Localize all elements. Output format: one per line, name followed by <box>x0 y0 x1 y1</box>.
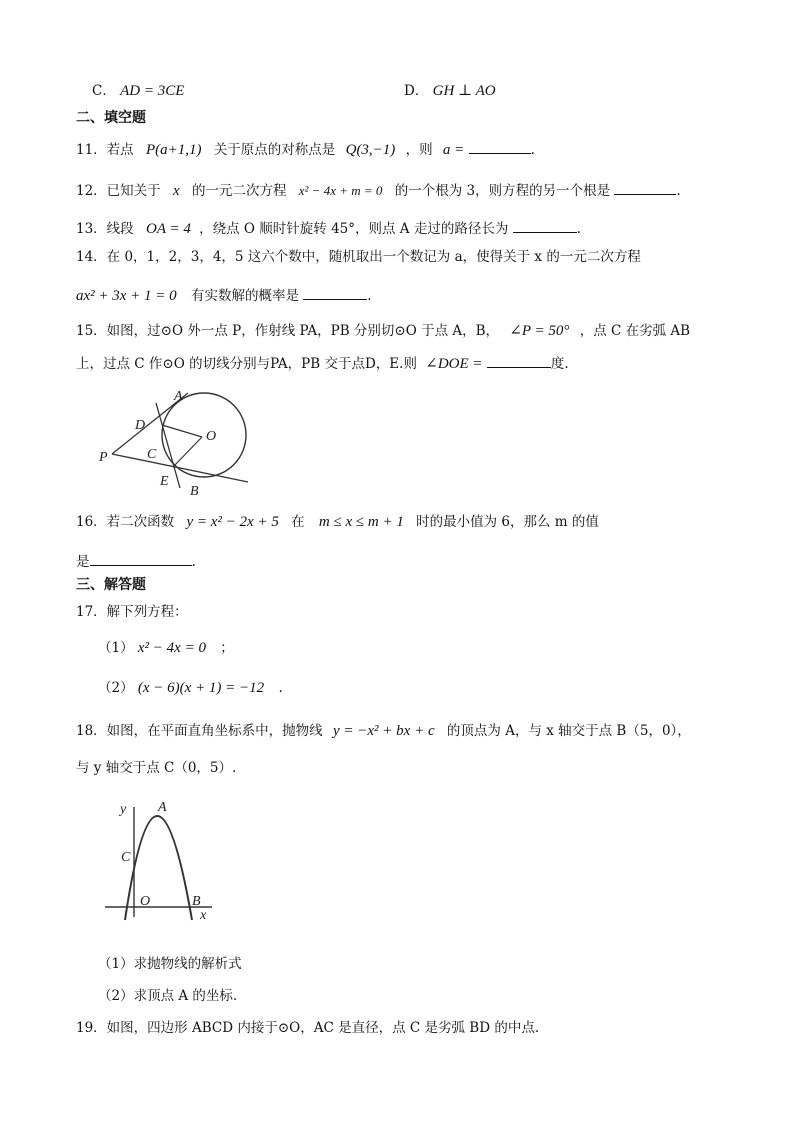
choice-math: GH ⊥ AO <box>432 83 496 99</box>
q13-text: ，绕点 O 顺时针旋转 45°，则点 A 走过的路径长为 <box>199 221 509 237</box>
q13-period: . <box>576 221 581 237</box>
q16-text: 16．若二次函数 <box>76 514 175 530</box>
q16-function: y = x² − 2x + 5 <box>186 514 279 530</box>
q12-text: 12．已知关于 <box>76 183 161 199</box>
question-17-title: 17．解下列方程： <box>76 604 188 620</box>
q16-text: 在 <box>291 514 305 530</box>
q12-text: 的一元二次方程 <box>191 183 287 199</box>
q17-equation-1: x² − 4x = 0 <box>137 640 206 656</box>
question-16-line2 <box>76 551 196 571</box>
q15-text: 度. <box>550 356 569 372</box>
q16-period: . <box>191 554 196 570</box>
question-14-line1: 14．在 0，1，2，3，4，5 这六个数中，随机取出一个数记为 a，使得关于 x 的一元二次方程 <box>76 249 641 265</box>
label-p: P <box>99 450 108 465</box>
q11-variable: a = <box>442 142 465 158</box>
q15-angle-p: ∠P = 50° <box>509 323 570 339</box>
q14-answer-blank[interactable] <box>303 285 367 300</box>
q11-period: . <box>530 142 535 158</box>
q17-part-label: （2） <box>98 680 134 696</box>
question-15-line1 <box>76 322 690 340</box>
question-13 <box>76 218 581 238</box>
q14-equation: ax² + 3x + 1 = 0 <box>76 288 177 304</box>
q14-text: 有实数解的概率是 <box>190 288 299 304</box>
q17-equation-2: (x − 6)(x + 1) = −12 <box>137 680 265 696</box>
q18-text: 的顶点为 A，与 x 轴交于点 B（5，0）， <box>446 723 691 739</box>
question-14-line2 <box>76 285 372 305</box>
parabola-curve <box>125 816 192 920</box>
label-d: D <box>135 418 146 433</box>
q11-point-p: P(a+1,1) <box>145 142 202 158</box>
q15-tangent-figure <box>90 385 270 500</box>
label-y: y <box>120 802 127 817</box>
q14-period: . <box>367 288 372 304</box>
q12-variable: x <box>172 183 180 199</box>
label-c: C <box>121 850 131 865</box>
section-heading-solutions: 三、解答题 <box>76 577 146 593</box>
q18-parabola: y = −x² + bx + c <box>332 723 435 739</box>
q15-text: ，点 C 在劣弧 AB <box>579 323 691 339</box>
question-16-line1 <box>76 513 599 531</box>
q17-period: . <box>278 680 283 696</box>
label-o: O <box>140 894 151 909</box>
q12-answer-blank[interactable] <box>614 180 676 195</box>
q18-text: 18．如图，在平面直角坐标系中，抛物线 <box>76 723 323 739</box>
q13-equation: OA = 4 <box>145 221 191 237</box>
question-18-line2: 与 y 轴交于点 C（0，5）. <box>76 760 237 776</box>
q16-answer-blank[interactable] <box>90 551 192 566</box>
q10-choice-d <box>404 82 496 100</box>
question-19: 19．如图，四边形 ABCD 内接于⊙O，AC 是直径，点 C 是劣弧 BD 的中点. <box>76 1020 540 1036</box>
q18-parabola-figure <box>100 795 230 925</box>
question-18-line1 <box>76 722 691 740</box>
segment-oe <box>173 437 202 467</box>
q16-interval: m ≤ x ≤ m + 1 <box>318 514 404 530</box>
q17-part-label: （1） <box>98 640 134 656</box>
q11-text: 关于原点的对称点是 <box>213 142 336 158</box>
label-a: A <box>158 800 167 815</box>
label-c: C <box>147 447 157 462</box>
question-18-part1: （1）求抛物线的解析式 <box>98 956 242 972</box>
label-a: A <box>174 389 183 404</box>
q10-choice-c <box>92 82 184 100</box>
q16-text: 时的最小值为 6，那么 m 的值 <box>416 514 599 530</box>
label-b: B <box>192 894 201 909</box>
circle-o <box>162 393 246 477</box>
section-heading-fill-in: 二、填空题 <box>76 110 146 126</box>
choice-label: C． <box>92 83 116 99</box>
tangent-pb <box>112 454 248 482</box>
q11-text: ，则 <box>405 142 433 158</box>
label-x: x <box>200 908 207 923</box>
q13-answer-blank[interactable] <box>513 218 577 233</box>
question-17-part2 <box>98 679 283 697</box>
question-18-part2: （2）求顶点 A 的坐标. <box>98 988 238 1004</box>
label-o: O <box>206 429 217 444</box>
q15-angle-doe: ∠DOE = <box>425 356 483 372</box>
choice-math: AD = 3CE <box>120 83 185 99</box>
q11-text: 11．若点 <box>76 142 134 158</box>
label-e: E <box>160 474 169 489</box>
q12-period: . <box>676 183 681 199</box>
q11-answer-blank[interactable] <box>469 139 531 154</box>
choice-label: D． <box>404 83 429 99</box>
q13-text: 13．线段 <box>76 221 134 237</box>
question-17-part1 <box>98 639 234 657</box>
label-b: B <box>190 484 199 499</box>
q15-text: 15．如图，过⊙O 外一点 P，作射线 PA，PB 分别切⊙O 于点 A，B， <box>76 323 500 339</box>
question-15-line2 <box>76 353 569 373</box>
q12-text: 的一个根为 3，则方程的另一个根是 <box>394 183 611 199</box>
q12-equation: x² − 4x + m = 0 <box>298 183 383 198</box>
q15-answer-blank[interactable] <box>487 353 551 368</box>
q17-separator: ； <box>220 640 234 656</box>
q15-text: 上，过点 C 作⊙O 的切线分别与PA，PB 交于点D，E.则 <box>76 356 417 372</box>
question-12 <box>76 180 681 200</box>
q16-text: 是 <box>76 554 90 570</box>
segment-od <box>162 425 202 437</box>
q11-point-q: Q(3,−1) <box>345 142 396 158</box>
question-11 <box>76 139 535 159</box>
